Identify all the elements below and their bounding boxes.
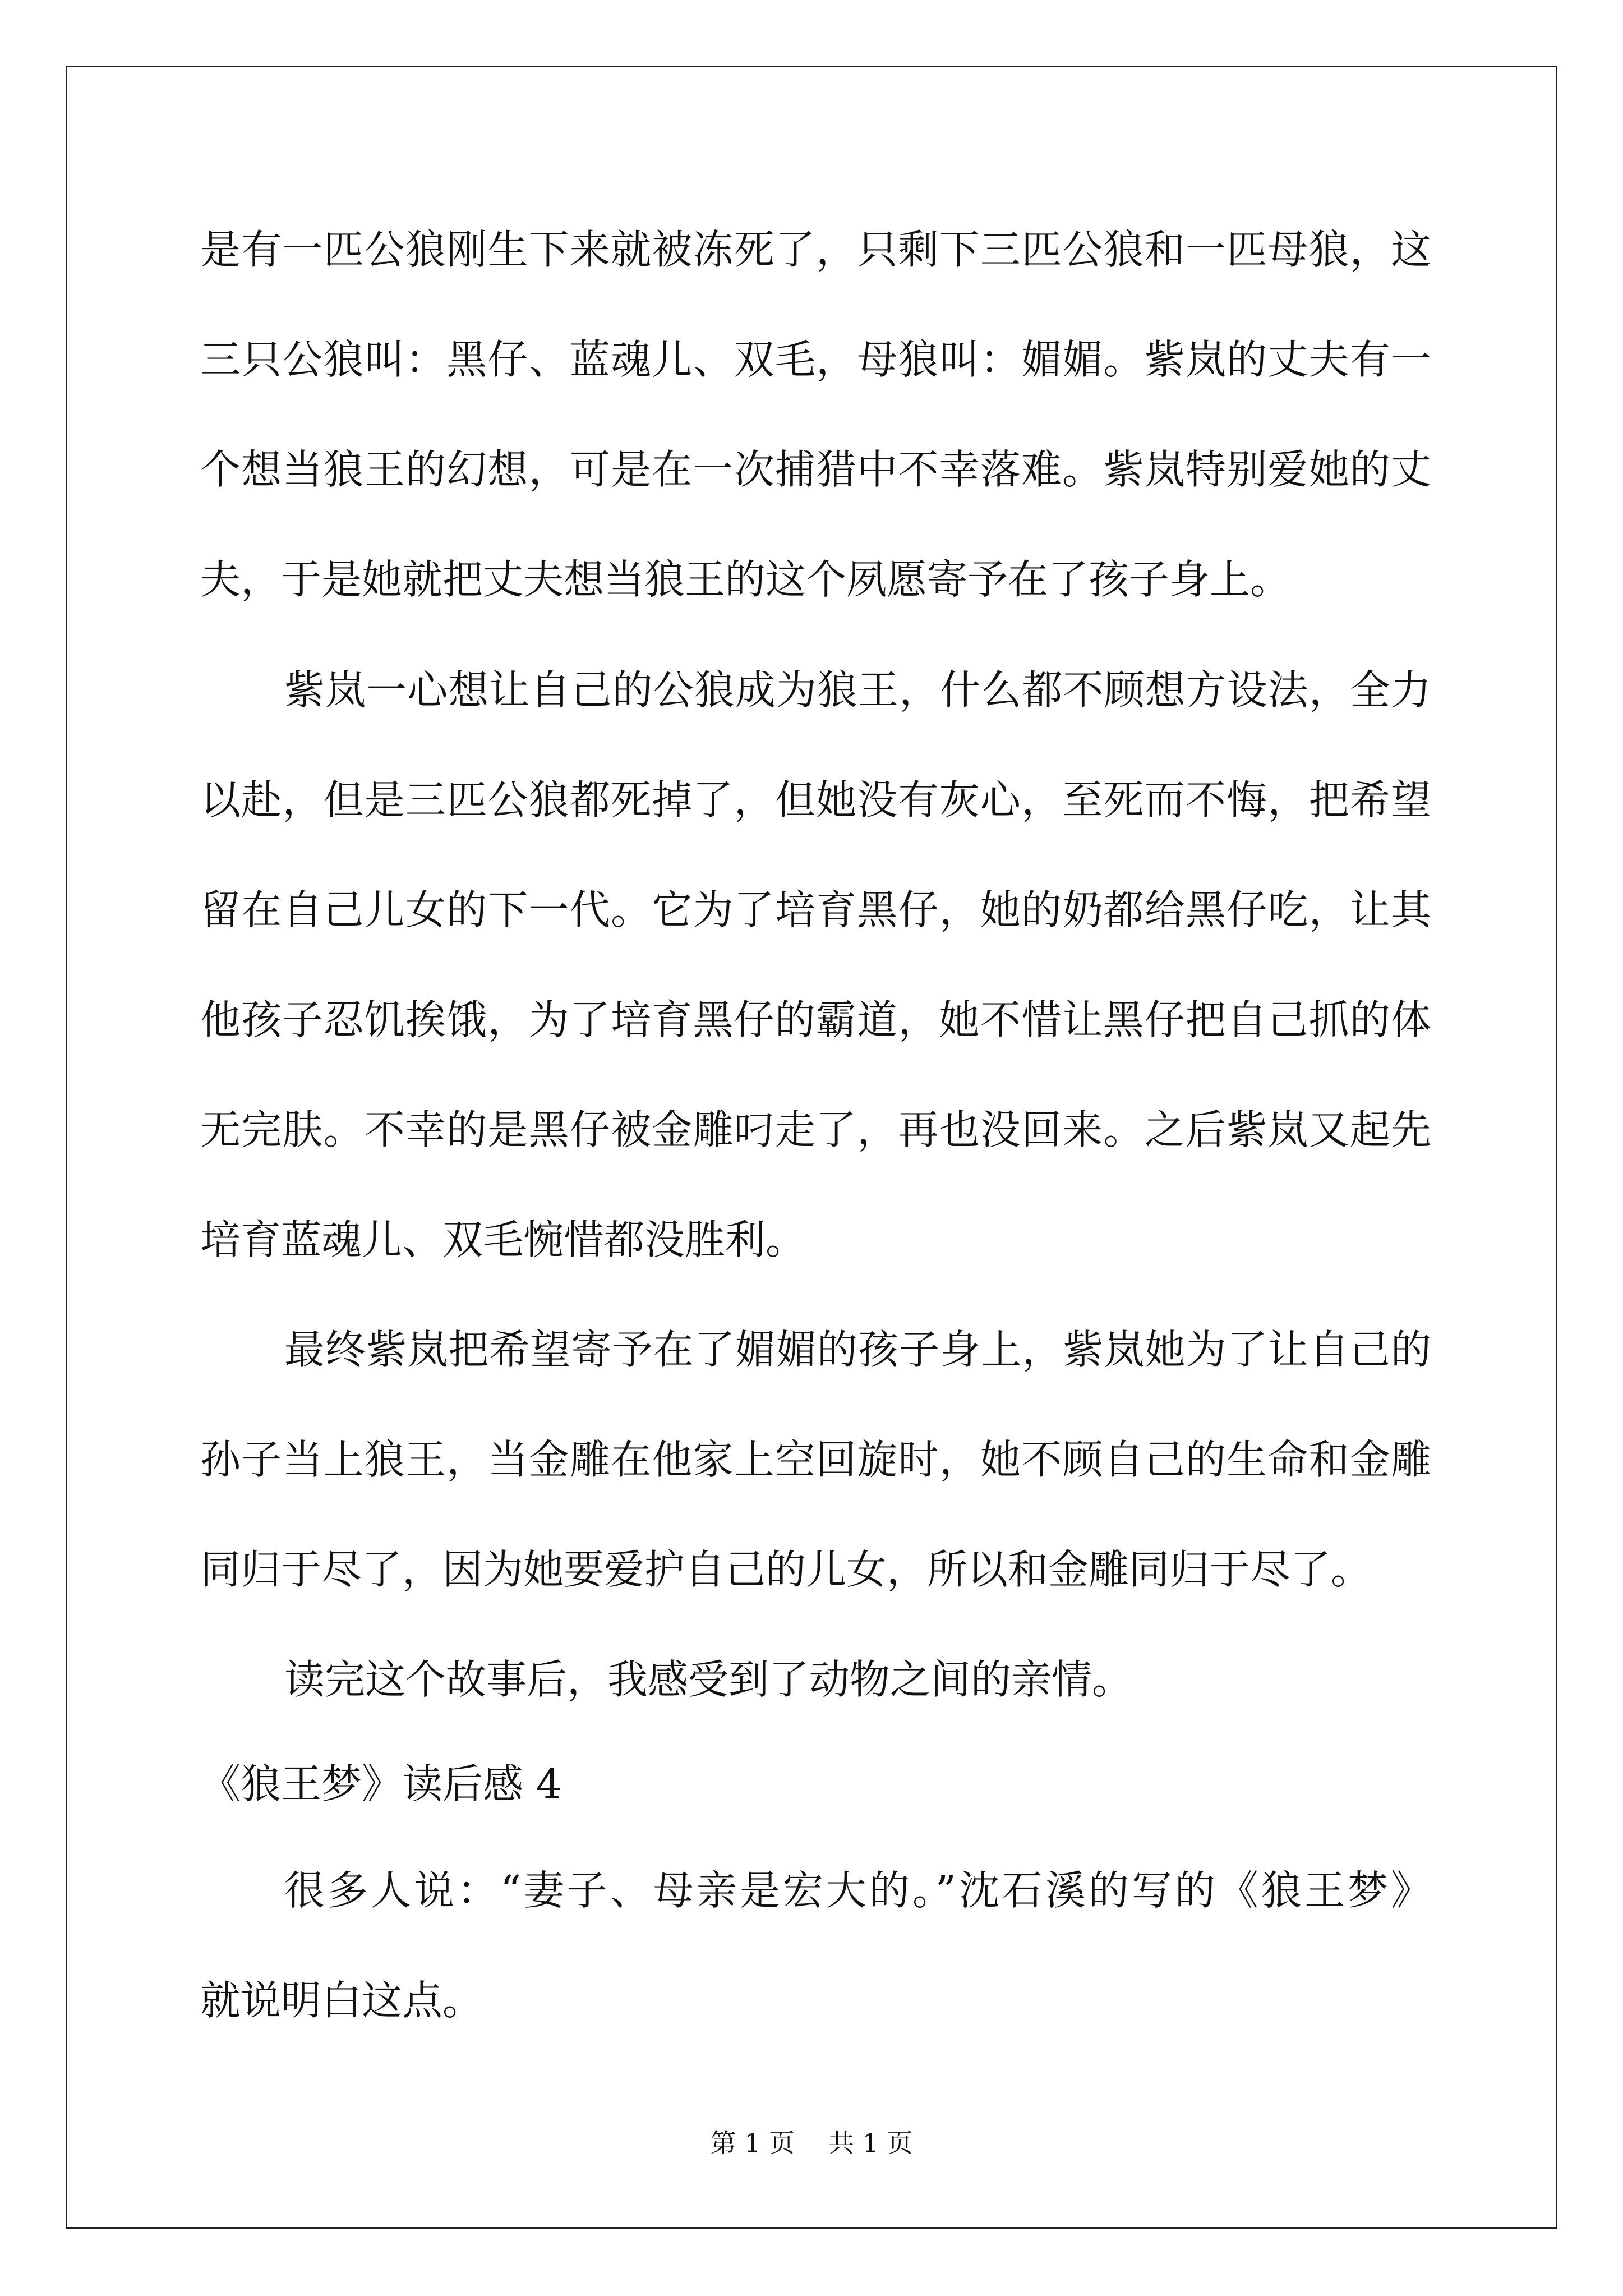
- paragraph-line: 紫岚一心想让自己的公狼成为狼王，什么都不顾想方设法，全力: [284, 666, 1431, 714]
- paragraph-line: 留在自己儿女的下一代。它为了培育黑仔，她的奶都给黑仔吃，让其: [200, 886, 1431, 933]
- section-heading: 《狼王梦》读后感 4: [200, 1760, 562, 1807]
- page-footer: [0, 2126, 1623, 2160]
- paragraph-line: 孙子当上狼王，当金雕在他家上空回旋时，她不顾自己的生命和金雕: [200, 1436, 1431, 1483]
- paragraph-line: 就说明白这点。: [200, 1977, 483, 2024]
- paragraph-line: 培育蓝魂儿、双毛惋惜都没胜利。: [200, 1216, 806, 1263]
- page-number: 第 1 页: [710, 2128, 795, 2158]
- paragraph-line: 最终紫岚把希望寄予在了媚媚的孩子身上，紫岚她为了让自己的: [284, 1326, 1431, 1373]
- paragraph-line: 读完这个故事后，我感受到了动物之间的亲情。: [284, 1656, 1133, 1703]
- paragraph-line: 他孩子忍饥挨饿，为了培育黑仔的霸道，她不惜让黑仔把自己抓的体: [200, 996, 1431, 1043]
- paragraph-line: 三只公狼叫：黑仔、蓝魂儿、双毛，母狼叫：媚媚。紫岚的丈夫有一: [200, 336, 1431, 383]
- paragraph-line: 个想当狼王的幻想，可是在一次捕猎中不幸落难。紫岚特别爱她的丈: [200, 446, 1431, 493]
- paragraph-line: 是有一匹公狼刚生下来就被冻死了，只剩下三匹公狼和一匹母狼，这: [200, 226, 1431, 273]
- paragraph-line: 无完肤。不幸的是黑仔被金雕叼走了，再也没回来。之后紫岚又起先: [200, 1106, 1431, 1153]
- paragraph-line: 同归于尽了，因为她要爱护自己的儿女，所以和金雕同归于尽了。: [200, 1546, 1372, 1593]
- paragraph-line: 夫，于是她就把丈夫想当狼王的这个夙愿寄予在了孩子身上。: [200, 556, 1291, 603]
- page-total: 共 1 页: [828, 2128, 913, 2158]
- paragraph-line: 很多人说：“妻子、母亲是宏大的。”沈石溪的写的《狼王梦》: [284, 1867, 1431, 1914]
- paragraph-line: 以赴，但是三匹公狼都死掉了，但她没有灰心，至死而不悔，把希望: [200, 776, 1431, 823]
